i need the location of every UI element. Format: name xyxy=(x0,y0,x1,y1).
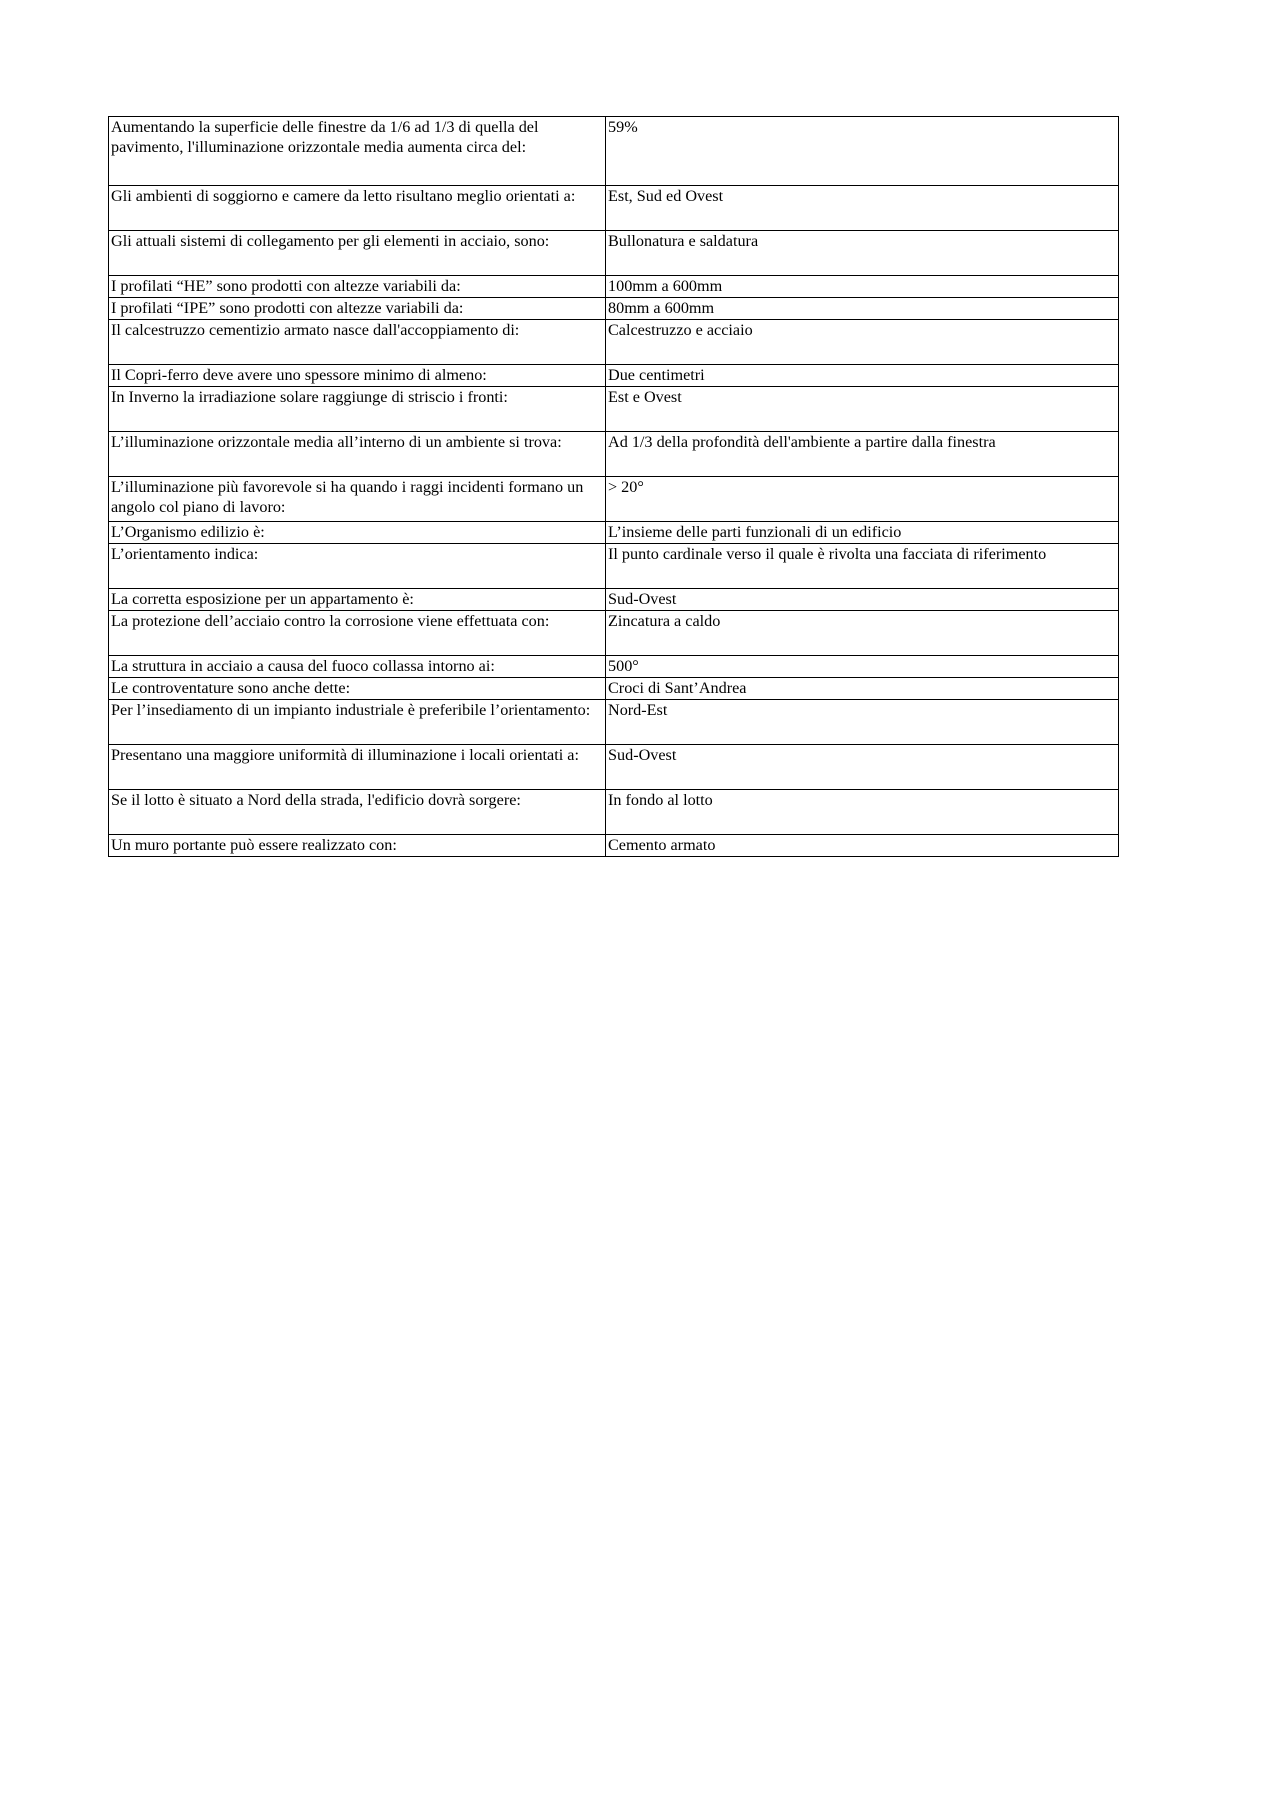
table-row xyxy=(109,186,1119,231)
answer-cell: 80mm a 600mm xyxy=(606,298,1119,320)
table-row xyxy=(109,522,1119,544)
question-cell: Le controventature sono anche dette: xyxy=(109,678,606,700)
table-row xyxy=(109,231,1119,276)
question-cell: Se il lotto è situato a Nord della strada, l'edificio dovrà sorgere: xyxy=(109,790,606,835)
answer-cell: 59% xyxy=(606,117,1119,186)
answer-cell: Bullonatura e saldatura xyxy=(606,231,1119,276)
question-cell: Aumentando la superficie delle finestre da 1/6 ad 1/3 di quella del pavimento, l'illuminazione orizzontale media aumenta circa del: xyxy=(109,117,606,186)
question-cell: Il calcestruzzo cementizio armato nasce dall'accoppiamento di: xyxy=(109,320,606,365)
qa-table-body xyxy=(109,117,1119,857)
table-row xyxy=(109,835,1119,857)
question-cell: La struttura in acciaio a causa del fuoco collassa intorno ai: xyxy=(109,656,606,678)
table-row xyxy=(109,365,1119,387)
answer-cell: 100mm a 600mm xyxy=(606,276,1119,298)
table-row xyxy=(109,700,1119,745)
table-row xyxy=(109,298,1119,320)
answer-cell: In fondo al lotto xyxy=(606,790,1119,835)
answer-cell: Sud-Ovest xyxy=(606,589,1119,611)
answer-cell: Sud-Ovest xyxy=(606,745,1119,790)
question-cell: Un muro portante può essere realizzato con: xyxy=(109,835,606,857)
question-cell: L’illuminazione più favorevole si ha quando i raggi incidenti formano un angolo col piano di lavoro: xyxy=(109,477,606,522)
table-row xyxy=(109,117,1119,186)
question-cell: I profilati “IPE” sono prodotti con altezze variabili da: xyxy=(109,298,606,320)
answer-cell: 500° xyxy=(606,656,1119,678)
table-row xyxy=(109,477,1119,522)
question-cell: L’Organismo edilizio è: xyxy=(109,522,606,544)
answer-cell: Cemento armato xyxy=(606,835,1119,857)
question-cell: Presentano una maggiore uniformità di illuminazione i locali orientati a: xyxy=(109,745,606,790)
table-row xyxy=(109,678,1119,700)
answer-cell: L’insieme delle parti funzionali di un edificio xyxy=(606,522,1119,544)
question-cell: Gli ambienti di soggiorno e camere da letto risultano meglio orientati a: xyxy=(109,186,606,231)
table-row xyxy=(109,544,1119,589)
question-cell: Gli attuali sistemi di collegamento per gli elementi in acciaio, sono: xyxy=(109,231,606,276)
table-row xyxy=(109,320,1119,365)
table-row xyxy=(109,276,1119,298)
answer-cell: Due centimetri xyxy=(606,365,1119,387)
answer-cell: > 20° xyxy=(606,477,1119,522)
answer-cell: Est, Sud ed Ovest xyxy=(606,186,1119,231)
table-row xyxy=(109,432,1119,477)
answer-cell: Ad 1/3 della profondità dell'ambiente a partire dalla finestra xyxy=(606,432,1119,477)
question-cell: La corretta esposizione per un appartamento è: xyxy=(109,589,606,611)
answer-cell: Croci di Sant’Andrea xyxy=(606,678,1119,700)
question-cell: Il Copri-ferro deve avere uno spessore minimo di almeno: xyxy=(109,365,606,387)
answer-cell: Zincatura a caldo xyxy=(606,611,1119,656)
answer-cell: Il punto cardinale verso il quale è rivolta una facciata di riferimento xyxy=(606,544,1119,589)
table-row xyxy=(109,387,1119,432)
answer-cell: Nord-Est xyxy=(606,700,1119,745)
qa-table xyxy=(108,116,1119,857)
table-row xyxy=(109,589,1119,611)
table-row xyxy=(109,611,1119,656)
table-row xyxy=(109,656,1119,678)
question-cell: In Inverno la irradiazione solare raggiunge di striscio i fronti: xyxy=(109,387,606,432)
question-cell: Per l’insediamento di un impianto industriale è preferibile l’orientamento: xyxy=(109,700,606,745)
answer-cell: Est e Ovest xyxy=(606,387,1119,432)
question-cell: L’illuminazione orizzontale media all’interno di un ambiente si trova: xyxy=(109,432,606,477)
question-cell: I profilati “HE” sono prodotti con altezze variabili da: xyxy=(109,276,606,298)
question-cell: L’orientamento indica: xyxy=(109,544,606,589)
table-row xyxy=(109,790,1119,835)
table-row xyxy=(109,745,1119,790)
answer-cell: Calcestruzzo e acciaio xyxy=(606,320,1119,365)
question-cell: La protezione dell’acciaio contro la corrosione viene effettuata con: xyxy=(109,611,606,656)
